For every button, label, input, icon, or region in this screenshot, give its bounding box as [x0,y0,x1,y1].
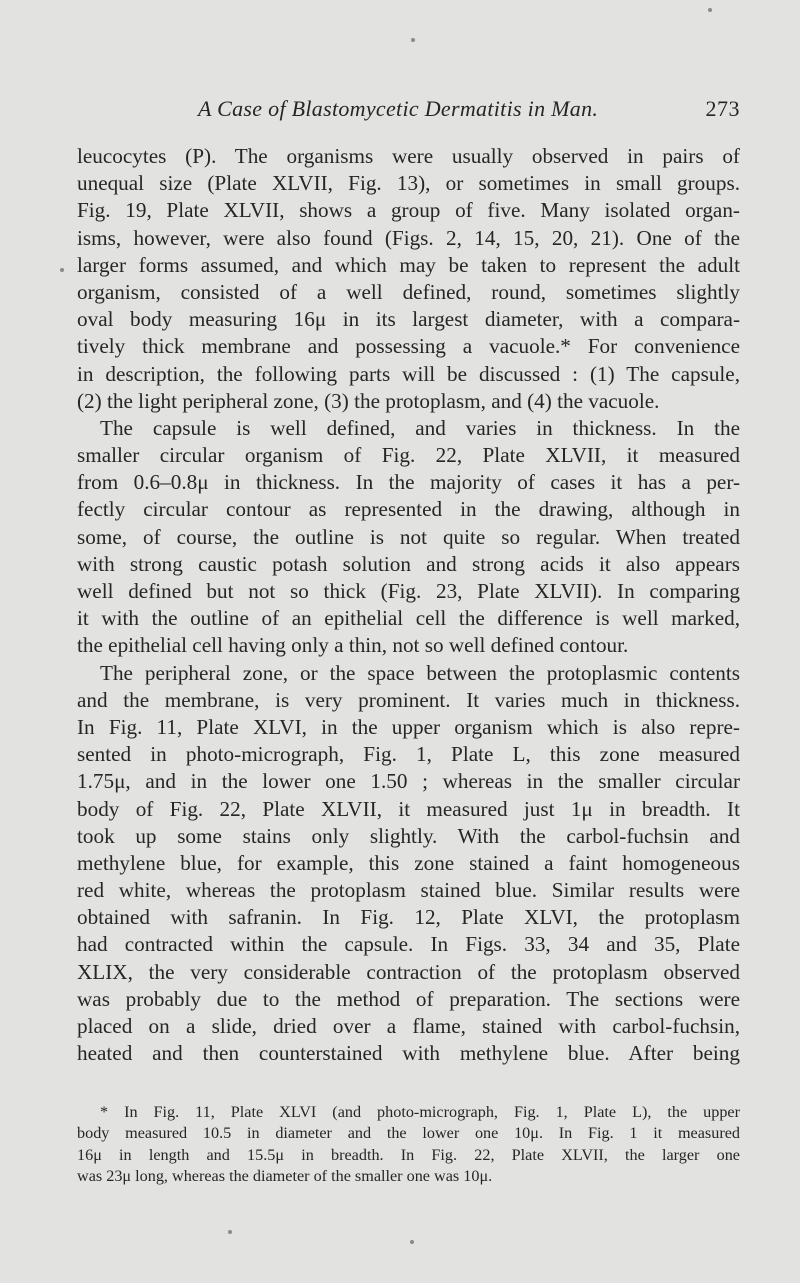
body-line: organism, consisted of a well defined, round, sometimes slightly [77,279,740,304]
body-line: The capsule is well defined, and varies in thickness. In the [100,415,740,440]
body-line: in description, the following parts will be discussed : (1) The capsule, [77,361,740,386]
paper-speck [228,1230,232,1234]
body-line: and the membrane, is very prominent. It varies much in thickness. [77,687,740,712]
body-line: The peripheral zone, or the space between the protoplasmic contents [100,660,740,685]
body-line: took up some stains only slightly. With the carbol-fuchsin and [77,823,740,848]
body-text [77,143,740,1067]
footnote-line: 16μ in length and 15.5μ in breadth. In Fig. 22, Plate XLVII, the larger one [77,1145,740,1164]
body-line: 1.75μ, and in the lower one 1.50 ; whereas in the smaller circular [77,769,740,794]
body-line: Fig. 19, Plate XLVII, shows a group of five. Many isolated organ- [77,198,740,223]
body-line: fectly circular contour as represented in the drawing, although in [77,497,740,522]
body-line: it with the outline of an epithelial cell the difference is well marked, [77,606,740,631]
body-line: oval body measuring 16μ in its largest diameter, with a compara- [77,307,740,332]
body-line: some, of course, the outline is not quite so regular. When treated [77,524,740,549]
body-line: red white, whereas the protoplasm stained blue. Similar results were [77,878,740,903]
paper-speck [411,38,415,42]
body-line: body of Fig. 22, Plate XLVII, it measured just 1μ in breadth. It [77,796,740,821]
body-line: methylene blue, for example, this zone stained a faint homogeneous [77,850,740,875]
body-line: leucocytes (P). The organisms were usually observed in pairs of [77,144,740,168]
body-line: unequal size (Plate XLVII, Fig. 13), or sometimes in small groups. [77,171,740,196]
body-line: had contracted within the capsule. In Figs. 33, 34 and 35, Plate [77,932,740,957]
body-line: the epithelial cell having only a thin, not so well defined contour. [77,633,629,658]
footnote-line: * In Fig. 11, Plate XLVI (and photo-micrograph, Fig. 1, Plate L), the upper [100,1103,740,1121]
footnote [77,1102,740,1187]
body-line: well defined but not so thick (Fig. 23, Plate XLVII). In comparing [77,579,740,603]
body-line: heated and then counterstained with methylene blue. After being [77,1041,740,1066]
body-line: XLIX, the very considerable contraction of the protoplasm observed [77,959,740,984]
running-title: A Case of Blastomycetic Dermatitis in Man. [198,96,599,121]
body-line: smaller circular organism of Fig. 22, Plate XLVII, it measured [77,443,740,468]
running-header [78,96,740,126]
body-line: sented in photo-micrograph, Fig. 1, Plate L, this zone measured [77,742,740,767]
footnote-line: was 23μ long, whereas the diameter of the smaller one was 10μ. [77,1166,493,1185]
body-line: isms, however, were also found (Figs. 2, 14, 15, 20, 21). One of the [77,225,740,250]
body-line: tively thick membrane and possessing a vacuole.* For convenience [77,334,740,359]
body-line: with strong caustic potash solution and strong acids it also appears [77,551,740,576]
body-line: obtained with safranin. In Fig. 12, Plate XLVI, the protoplasm [77,905,740,930]
footnote-line: body measured 10.5 in diameter and the lower one 10μ. In Fig. 1 it measured [77,1124,740,1143]
paper-speck [60,268,64,272]
body-line: (2) the light peripheral zone, (3) the protoplasm, and (4) the vacuole. [77,388,660,413]
body-line: was probably due to the method of preparation. The sections were [77,986,740,1011]
page-number: 273 [705,96,740,121]
body-line: In Fig. 11, Plate XLVI, in the upper organism which is also repre- [77,714,740,739]
body-line: placed on a slide, dried over a flame, stained with carbol-fuchsin, [77,1014,740,1038]
body-line: from 0.6–0.8μ in thickness. In the majority of cases it has a per- [77,470,740,495]
body-line: larger forms assumed, and which may be taken to represent the adult [77,252,740,277]
paper-speck [410,1240,414,1244]
paper-speck [708,8,712,12]
